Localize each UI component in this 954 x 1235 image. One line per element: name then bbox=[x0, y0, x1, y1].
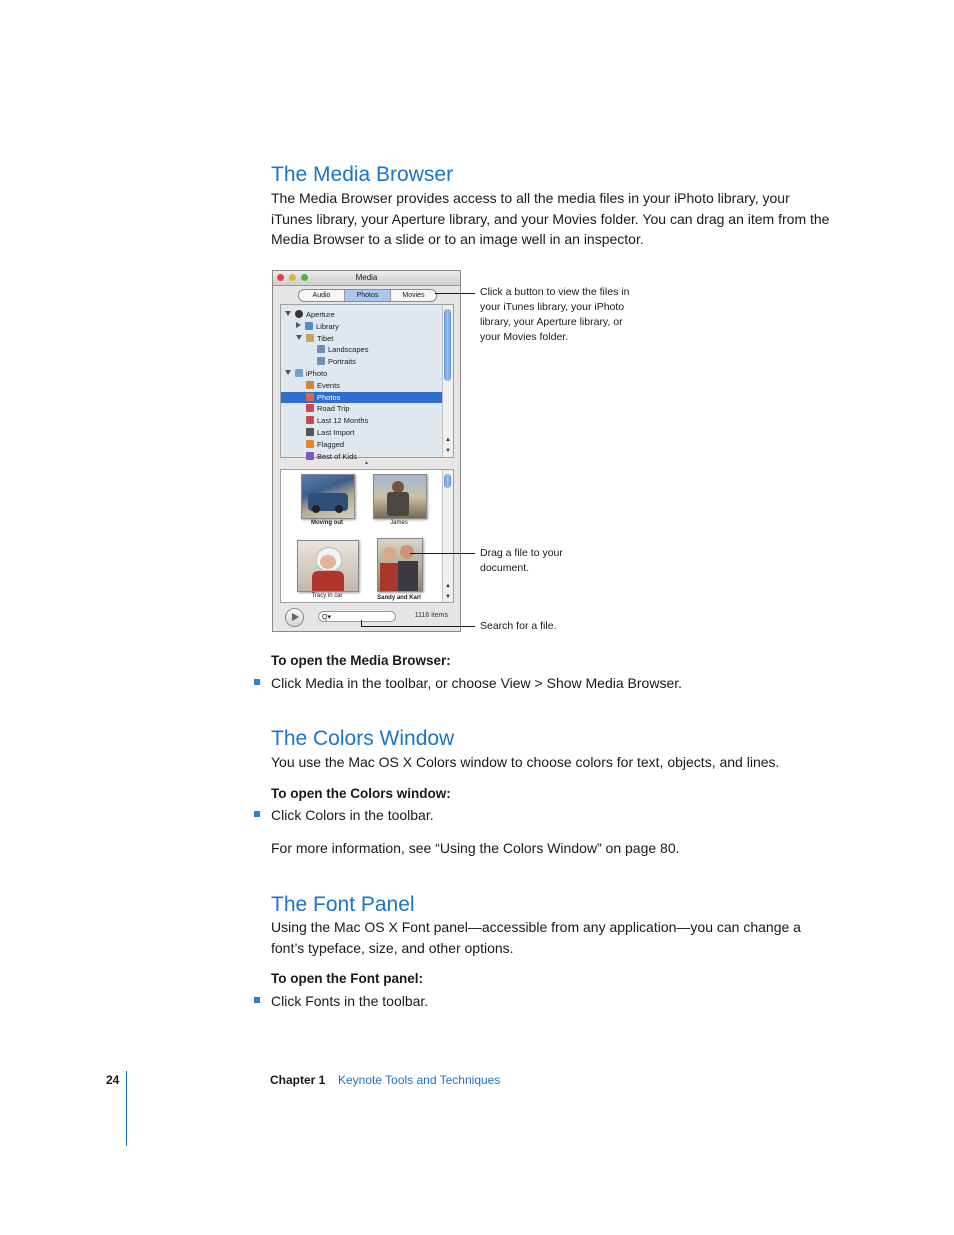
photo-label: James bbox=[390, 520, 408, 526]
source-list-item[interactable] bbox=[281, 380, 443, 391]
iphoto-icon bbox=[295, 369, 303, 377]
calendar-icon bbox=[306, 416, 314, 424]
album-icon bbox=[306, 404, 314, 412]
open-colors-label: To open the Colors window: bbox=[271, 786, 451, 801]
scroll-thumb[interactable] bbox=[444, 309, 451, 381]
album-icon bbox=[317, 357, 325, 365]
window-titlebar bbox=[273, 271, 460, 286]
events-icon bbox=[306, 381, 314, 389]
callout-search: Search for a file. bbox=[480, 620, 557, 632]
callout-leader-tabs bbox=[435, 293, 475, 294]
search-field[interactable]: Q▾ bbox=[318, 611, 396, 622]
open-font-label: To open the Font panel: bbox=[271, 971, 423, 986]
source-list-item-label: Landscapes bbox=[328, 345, 369, 355]
disclosure-closed-icon[interactable] bbox=[296, 322, 301, 328]
window-title: Media bbox=[355, 273, 378, 282]
source-list-item[interactable] bbox=[281, 415, 443, 426]
source-list-item[interactable] bbox=[281, 403, 443, 414]
zoom-button[interactable] bbox=[301, 274, 308, 281]
play-button[interactable] bbox=[285, 608, 304, 627]
aperture-icon bbox=[295, 310, 303, 318]
source-list-item[interactable] bbox=[281, 321, 443, 332]
source-list-item-label: Road Trip bbox=[317, 404, 350, 414]
footer-rule bbox=[126, 1071, 127, 1146]
photo-thumbnail[interactable] bbox=[297, 540, 359, 592]
source-list-item-label: Tibet bbox=[317, 333, 334, 343]
photo-grid-scrollbar[interactable] bbox=[442, 470, 453, 602]
source-list-rows bbox=[281, 305, 443, 461]
close-button[interactable] bbox=[277, 274, 284, 281]
colors-paragraph: You use the Mac OS X Colors window to choose colors for text, objects, and lines. bbox=[271, 754, 780, 770]
callout-leader-drag bbox=[410, 553, 475, 554]
callout-leader-search bbox=[361, 626, 475, 627]
open-media-label: To open the Media Browser: bbox=[271, 653, 451, 668]
page-number: 24 bbox=[106, 1073, 120, 1087]
source-list-item-label: Last Import bbox=[317, 428, 355, 437]
source-list-item-label: Events bbox=[317, 380, 340, 390]
bullet-icon bbox=[254, 811, 260, 817]
source-list-item[interactable] bbox=[281, 356, 443, 367]
project-icon bbox=[306, 334, 314, 342]
footer-chapter: Chapter 1 bbox=[270, 1073, 326, 1087]
album-icon bbox=[317, 345, 325, 353]
media-bottom-bar bbox=[280, 607, 454, 627]
callout-tabs: Click a button to view the files in your iTunes library, your iPhoto library, your Aperture library, or your Movies folder. bbox=[480, 286, 630, 343]
source-list[interactable] bbox=[280, 304, 454, 461]
tab-movies[interactable]: Movies bbox=[402, 292, 425, 299]
colors-bullet-text: Click Colors in the toolbar. bbox=[271, 807, 434, 823]
source-list-scrollbar[interactable] bbox=[442, 305, 453, 457]
photo-label: Sandy and Karl bbox=[377, 595, 421, 601]
colors-more-info: For more information, see “Using the Colors Window” on page 80. bbox=[271, 840, 680, 856]
source-list-item[interactable] bbox=[281, 392, 443, 403]
disclosure-open-icon[interactable] bbox=[285, 370, 291, 375]
photos-icon bbox=[306, 393, 314, 401]
source-list-item-label: Portraits bbox=[328, 357, 356, 367]
item-count: 1116 items bbox=[414, 612, 448, 619]
source-list-item-label: Best of Kids bbox=[317, 451, 358, 461]
minimize-button[interactable] bbox=[289, 274, 296, 281]
source-list-item-label: Aperture bbox=[306, 310, 335, 319]
callout-drag: Drag a file to your document. bbox=[480, 547, 563, 574]
library-icon bbox=[305, 322, 313, 330]
bullet-icon bbox=[254, 997, 260, 1003]
scroll-up-arrow[interactable]: ▲ bbox=[445, 583, 451, 589]
photo-thumbnail[interactable] bbox=[377, 538, 423, 592]
media-bullet-text: Click Media in the toolbar, or choose View > Show Media Browser. bbox=[271, 675, 683, 691]
splitter-handle-icon[interactable]: ▴ bbox=[365, 460, 369, 466]
source-list-item[interactable] bbox=[281, 344, 443, 355]
font-bullet-text: Click Fonts in the toolbar. bbox=[271, 993, 429, 1009]
heading-media-browser: The Media Browser bbox=[271, 163, 454, 186]
bullet-icon bbox=[254, 679, 260, 685]
scroll-down-arrow[interactable]: ▼ bbox=[445, 594, 451, 600]
smart-album-icon bbox=[306, 452, 314, 460]
source-list-item[interactable] bbox=[281, 333, 443, 344]
heading-colors-window: The Colors Window bbox=[271, 727, 455, 750]
source-list-item-label: Library bbox=[316, 321, 339, 331]
source-list-item-label: iPhoto bbox=[306, 369, 328, 378]
import-icon bbox=[306, 428, 314, 436]
scroll-up-arrow[interactable]: ▲ bbox=[445, 437, 451, 443]
media-window bbox=[272, 270, 461, 632]
tab-photos[interactable]: Photos bbox=[345, 290, 391, 301]
source-list-item-label: Flagged bbox=[317, 439, 345, 449]
source-list-item-label: Last 12 Months bbox=[317, 416, 369, 426]
scroll-thumb[interactable] bbox=[444, 474, 451, 488]
photo-grid[interactable] bbox=[280, 469, 454, 603]
source-list-item-label: Photos bbox=[317, 392, 341, 402]
tab-audio[interactable]: Audio bbox=[299, 290, 345, 301]
media-browser-paragraph: The Media Browser provides access to all the media files in your iPhoto library, your iTunes library, your Aperture library, and your Movies folder. You can drag an item from the Media Browser to a slide or to an image well in an inspector. bbox=[271, 190, 830, 247]
scroll-down-arrow[interactable]: ▼ bbox=[445, 448, 451, 454]
photo-label: Tracy in car bbox=[311, 593, 343, 599]
source-list-item[interactable] bbox=[281, 368, 443, 379]
font-paragraph: Using the Mac OS X Font panel—accessible from any application—you can change a font’s typeface, size, and other options. bbox=[271, 919, 801, 956]
disclosure-open-icon[interactable] bbox=[285, 311, 291, 316]
source-list-item[interactable] bbox=[281, 451, 443, 462]
flag-icon bbox=[306, 440, 314, 448]
source-list-item[interactable] bbox=[281, 439, 443, 450]
source-list-item[interactable] bbox=[281, 309, 443, 320]
media-type-segmented-control[interactable] bbox=[298, 289, 437, 302]
source-list-item[interactable] bbox=[281, 427, 443, 438]
photo-thumbnail[interactable] bbox=[373, 474, 427, 519]
photo-label: Moving out bbox=[311, 520, 343, 526]
photo-thumbnail[interactable] bbox=[301, 474, 355, 519]
footer-chapter-title: Keynote Tools and Techniques bbox=[338, 1073, 501, 1087]
disclosure-open-icon[interactable] bbox=[296, 335, 302, 340]
heading-font-panel: The Font Panel bbox=[271, 893, 415, 916]
